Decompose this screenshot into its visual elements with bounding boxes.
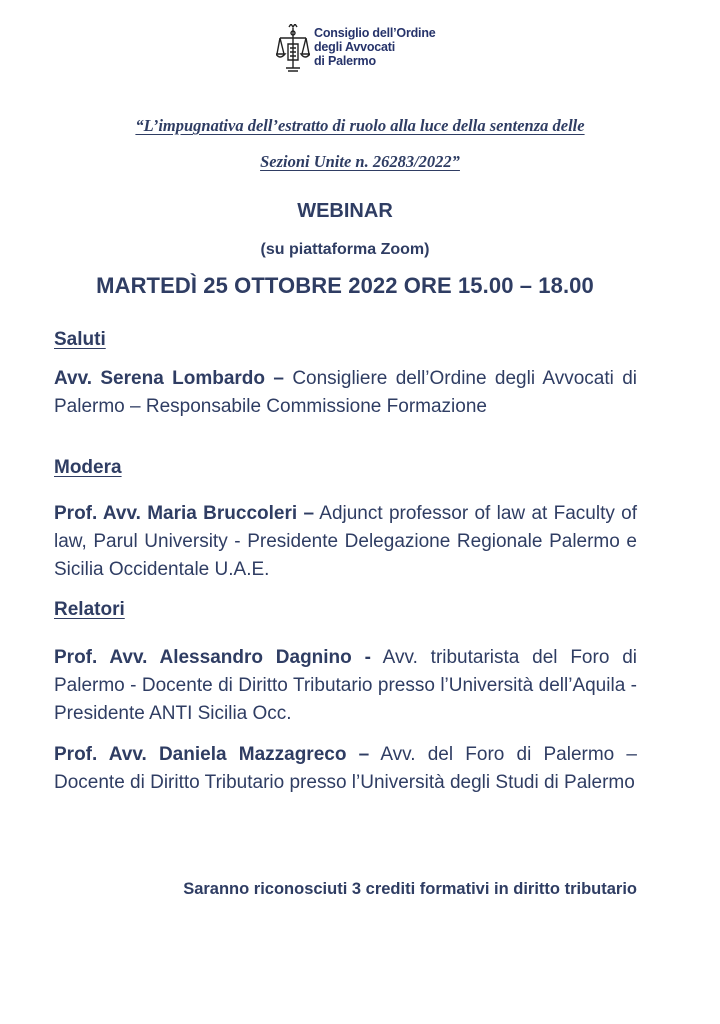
- org-name-line1: Consiglio dell’Ordine: [314, 26, 436, 40]
- speaker-role: Consigliere dell’Ordine degli Avvocati di Palermo – Responsabile Commissione Formazione: [54, 368, 637, 417]
- event-date: MARTEDÌ 25 OTTOBRE 2022 ORE 15.00 – 18.00: [96, 273, 594, 298]
- speaker-name: Avv. Serena Lombardo –: [54, 368, 284, 389]
- speaker-name: Prof. Avv. Daniela Mazzagreco –: [54, 744, 370, 765]
- section-heading-relatori: Relatori: [54, 599, 125, 620]
- scales-of-justice-icon: [276, 24, 310, 74]
- section-heading-saluti: Saluti: [54, 329, 106, 350]
- org-logo: [276, 24, 436, 76]
- speaker-role: Avv. tributarista del Foro di Palermo - Docente di Diritto Tributario presso l’Università dell’Aquila - Presidente ANTI Sicilia Occ.: [54, 647, 637, 724]
- event-platform: (su piattaforma Zoom): [260, 241, 430, 258]
- credits-note: Saranno riconosciuti 3 crediti formativi in diritto tributario: [183, 880, 637, 898]
- speaker-name: Prof. Avv. Maria Bruccoleri –: [54, 503, 315, 524]
- event-type: WEBINAR: [297, 200, 393, 222]
- section-heading-modera: Modera: [54, 457, 122, 478]
- speaker-saluti: [54, 365, 637, 421]
- org-name-line3: di Palermo: [314, 54, 376, 68]
- event-title-line1: “L’impugnativa dell’estratto di ruolo alla luce della sentenza delle: [135, 116, 585, 135]
- org-name: [314, 24, 436, 68]
- org-name-line2: degli Avvocati: [314, 40, 396, 54]
- event-title: [40, 108, 680, 180]
- speaker-relatore-1: [54, 644, 637, 728]
- speaker-role: Adjunct professor of law at Faculty of law, Parul University - Presidente Delegazione Regionale Palermo e Sicilia Occidentale U.A.E.: [54, 503, 637, 580]
- speaker-relatore-2: [54, 741, 637, 797]
- speaker-role: Avv. del Foro di Palermo – Docente di Diritto Tributario presso l’Università degli Studi di Palermo: [54, 744, 637, 793]
- speaker-name: Prof. Avv. Alessandro Dagnino -: [54, 647, 371, 668]
- speaker-modera: [54, 500, 637, 584]
- event-title-line2: Sezioni Unite n. 26283/2022”: [260, 152, 460, 171]
